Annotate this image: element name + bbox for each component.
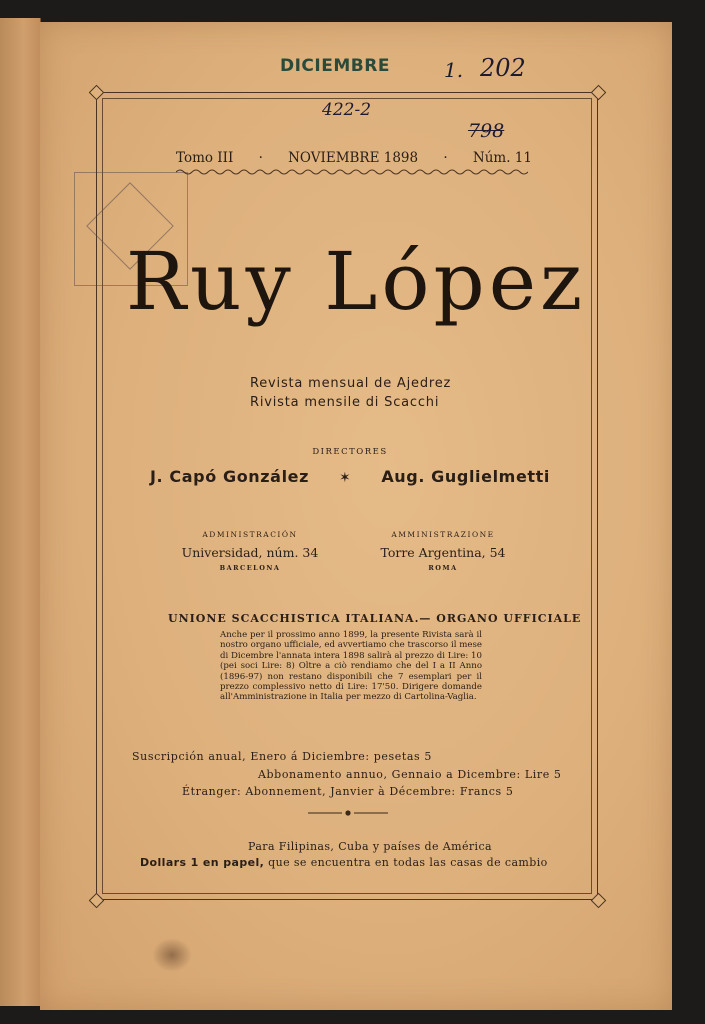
stain [152,938,192,972]
handwritten-note: 422-2 [322,100,372,120]
americas-note: Para Filipinas, Cuba y países de América [248,840,492,853]
admin-label: AMMINISTRAZIONE [391,530,495,539]
issue-date: NOVIEMBRE 1898 [288,150,419,166]
wave-rule [176,168,528,176]
separator-dot: · [443,150,448,166]
admin-label: ADMINISTRACIÓN [202,530,298,539]
corner-ornament-icon [591,893,605,907]
subtitle-italian: Rivista mensile di Scacchi [250,395,440,410]
separator-dot: · [258,150,263,166]
corner-ornament-icon [591,85,605,99]
magazine-title: Ruy López [125,235,587,328]
corner-ornament-icon [89,85,103,99]
price-bold: Dollars 1 en papel, [140,856,265,869]
issue-number: Núm. 11 [472,150,532,166]
corner-ornament-icon [89,893,103,907]
admin-address: Torre Argentina, 54 [380,545,506,560]
magazine-cover [40,22,672,1010]
price-note [140,856,548,869]
administration-spain [165,530,335,572]
handwritten-note: 1. [444,58,464,82]
directors-label: DIRECTORES [312,447,388,457]
union-heading: UNIONE SCACCHISTICA ITALIANA.— ORGANO UFFICIALE [168,612,582,625]
month-stamp: DICIEMBRE [280,56,390,76]
union-notice: Anche per il prossimo anno 1899, la presente Rivista sarà il nostro organo ufficiale, ed avvertiamo che trascorso il mese di Dicembre l'annata intera 1898 salirà al prezzo di Lire: 10 (pei soci Lire: 8) Oltre a ciò rendiamo che del I a II Anno (1896-97) non restano disponibili che 7 esemplari per il prezzo complessivo netto di Lire: 17'50. Dirigere domande all'Amministrazione in Italia per mezzo di Cartolina-Vaglia. [220,630,482,703]
directors [150,467,550,486]
subtitle [250,374,480,412]
subscription-french: Étranger: Abonnement, Janvier à Décembre: Francs 5 [182,785,514,798]
star-icon: ✶ [339,470,352,486]
adjacent-page-edge [0,18,41,1006]
handwritten-note: 202 [480,54,526,82]
volume-label: Tomo III [176,150,234,166]
admin-city: ROMA [428,564,458,572]
ornament-divider-icon [308,807,388,819]
administration-italy [358,530,528,572]
issue-info [176,150,532,166]
director-name: Aug. Guglielmetti [381,467,550,486]
price-rest: que se encuentra en todas las casas de cambio [264,856,548,869]
handwritten-note: 798 [468,120,505,142]
subscription-italian: Abbonamento annuo, Gennaio a Dicembre: Lire 5 [258,768,562,781]
subtitle-spanish: Revista mensual de Ajedrez [250,376,452,391]
admin-address: Universidad, núm. 34 [181,545,319,560]
subscription-spanish: Suscripción anual, Enero á Diciembre: pesetas 5 [132,750,432,763]
admin-city: BARCELONA [219,564,281,572]
director-name: J. Capó González [150,467,310,486]
